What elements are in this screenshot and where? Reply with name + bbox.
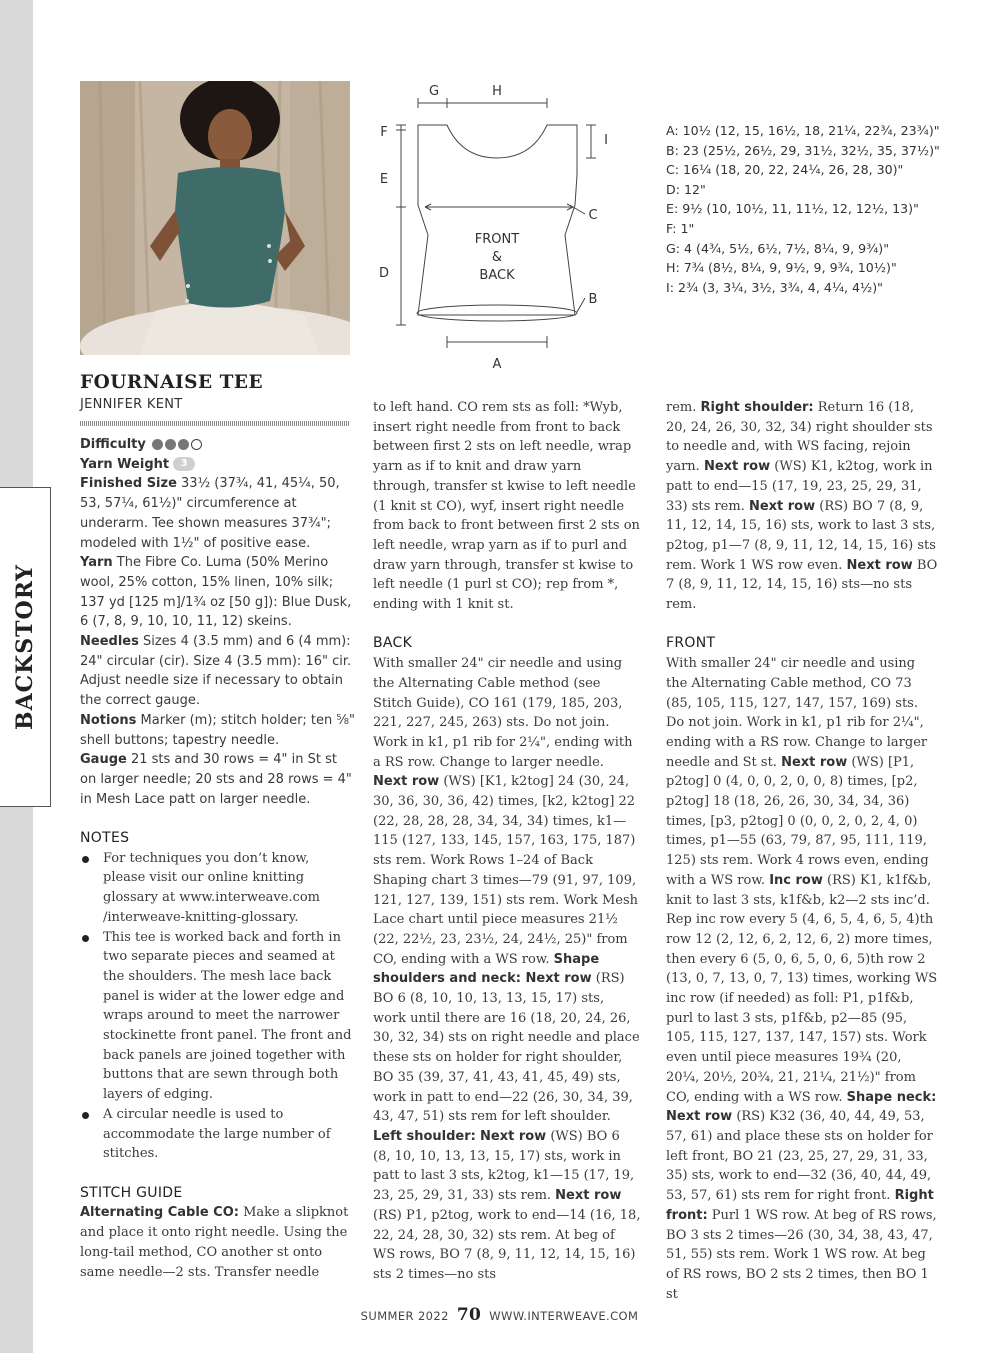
notions-info: Notions Marker (m); stitch holder; ten ⅝" shell buttons; tapestry needle. [80,712,355,748]
front-heading: FRONT [666,635,716,652]
difficulty-line: Difficulty [80,435,355,455]
yarn-weight-line: Yarn Weight 3 [80,455,355,475]
schematic-label-b: B [588,292,598,307]
schematic-center-back: BACK [479,268,515,283]
measurement-b: B: 23 (25½, 26½, 29, 31½, 32½, 35, 37½)" [666,142,940,158]
section-tab-label: BACKSTORY [12,563,38,731]
measurement-e: E: 9½ (10, 10½, 11, 11½, 12, 12½, 13)" [666,201,919,217]
notes-heading: NOTES [80,830,130,847]
difficulty-dot-empty [191,439,202,450]
needles-info: Needles Sizes 4 (3.5 mm) and 6 (4 mm): 24" circular (cir). Size 4 (3.5 mm): 16" cir. Adjust needle size if necessary to obtain the correct gauge. [80,634,352,709]
list-item: This tee is worked back and forth in two separate pieces and seamed at the shoulders. The mesh lace back panel is wider at the lower edge and wraps around to meet the narrower stockinette front panel. The front and back panels are joined together with buttons that are sewn through both layers of edging. [80,928,355,1105]
stitch-guide-continued: to left hand. CO rem sts as foll: *Wyb, insert right needle from front to back between first 2 sts on left needle, wrap yarn as if to knit and draw yarn through, transfer st kwise to left needle (1 knit st CO), wyf, insert right needle from back to front between first 2 sts on left needle, wrap yarn as if to purl and draw yarn through, transfer st kwise to left needle (1 purl st CO); rep from *, ending with 1 knit st. [373,400,640,613]
schematic-center-amp: & [491,250,503,265]
finished-size: Finished Size 33½ (37¾, 41, 45¼, 50, 53, 57¼, 61½)" circumference at underarm. Tee shown measures 37¾"; modeled with 1½" of positive ease. [80,476,340,551]
model-photo-illustration [80,81,350,355]
measurement-g: G: 4 (4¾, 5½, 6½, 7½, 8¼, 9, 9¾)" [666,240,890,256]
pattern-title: FOURNAISE TEE [80,372,264,393]
bullet-icon [82,935,89,942]
measurement-c: C: 16¼ (18, 20, 22, 24¼, 26, 28, 30)" [666,162,904,178]
model-photo [80,81,350,355]
schematic-label-e: E [379,172,389,187]
column-3 [666,398,938,1304]
back-heading: BACK [373,635,413,652]
difficulty-dot-filled [152,439,163,450]
measurement-h: H: 7¾ (8½, 8¼, 9, 9½, 9, 9¾, 10½)" [666,260,897,276]
front-instructions: With smaller 24" cir needle and using the Alternating Cable method, CO 73 (85, 105, 115, 127, 147, 157, 169) sts. Do not join. Work in k1, p1 rib for 2¼", ending with a RS row. Change to larger needle and St st. Next row (WS) [P1, p2tog] 0 (4, 0, 0, 2, 0, 0, 8) times, [p2, p2tog] 18 (18, 26, 26, 30, 34, 34, 36) times, [p3, p2tog] 0 (0, 0, 2, 0, 2, 4, 0) times, p1—55 (63, 79, 87, 95, 111, 119, 125) sts rem. Work 4 rows even, ending with a WS row. Inc row (RS) K1, k1f&b, knit to last 3 sts, k1f&b, k2—2 sts inc’d. Rep inc row every 5 (4, 6, 5, 4, 6, 5, 4)th row 12 (2, 12, 6, 2, 12, 6, 2) more times, then every 6 (5, 0, 6, 5, 0, 6, 5)th row 2 (13, 0, 7, 13, 0, 7, 13) times, working WS inc row (if needed) as foll: P1, p1f&b, purl to last 3 sts, p1f&b, p2—85 (95, 105, 115, 127, 137, 147, 157) sts. Work even until piece measures 19¾ (20, 20¼, 20½, 20¾, 21, 21¼, 21½)" from CO, ending with a WS row. Shape neck: Next row (RS) K32 (36, 40, 44, 49, 53, 57, 61) and place these sts on holder for left front, BO 21 (23, 25, 27, 29, 31, 33, 35) sts, work to end—32 (36, 40, 44, 49, 53, 57, 61) sts rem for right front. Right front: Purl 1 WS row. At beg of RS rows, BO 3 sts 2 times—26 (30, 34, 38, 43, 47, 51, 55) sts rem. Work 1 WS row. At beg of RS rows, BO 2 sts 2 times, then BO 1 st [666,656,938,1302]
pattern-author: JENNIFER KENT [80,397,183,412]
dotted-divider [80,421,349,426]
footer-issue: SUMMER 2022 [360,1309,449,1323]
measurement-i: I: 2¾ (3, 3¼, 3½, 3¾, 4, 4¼, 4½)" [666,279,883,295]
yarn-weight-icon: 3 [173,457,195,471]
garment-schematic [370,80,632,375]
back-instructions: With smaller 24" cir needle and using the Alternating Cable method (see Stitch Guide), CO 161 (179, 185, 203, 221, 227, 245, 263) sts. Do not join. Work in k1, p1 rib for 2¼", ending with a RS row. Change to larger needle. Next row (WS) [K1, k2tog] 24 (30, 24, 30, 36, 30, 36, 42) times, [k2, k2tog] 22 (22, 28, 28, 28, 34, 34, 34) times, k1—115 (127, 133, 145, 157, 163, 175, 187) sts rem. Work Rows 1–24 of Back Shaping chart 3 times—79 (91, 97, 109, 121, 127, 139, 151) sts rem. Work Mesh Lace chart until piece measures 21½ (22, 22½, 23, 23½, 24, 24½, 25)" from CO, ending with a WS row. Shape shoulders and neck: Next row (RS) BO 6 (8, 10, 10, 13, 13, 15, 17) sts, work until there are 16 (18, 20, 24, 26, 30, 32, 34) sts on right needle and place these sts on holder for right shoulder, BO 35 (39, 37, 41, 43, 41, 45, 49) sts, work in patt to end—22 (26, 30, 34, 39, 43, 47, 51) sts rem for left shoulder. Left shoulder: Next row (WS) BO 6 (8, 10, 10, 13, 13, 15, 17) sts, work in patt to last 3 sts, k2tog, k1—15 (17, 19, 23, 25, 29, 31, 33) sts rem. Next row (RS) P1, p2tog, work to end—14 (16, 18, 22, 24, 28, 30, 32) sts rem. At beg of WS rows, BO 7 (8, 9, 11, 12, 14, 15, 16) sts 2 times—no sts [373,656,641,1282]
page-footer [0,1305,999,1325]
section-tab [0,487,51,807]
schematic-label-f: F [380,125,388,140]
list-item: A circular needle is used to accommodate the large number of stitches. [80,1105,355,1164]
schematic-label-c: C [588,208,598,223]
difficulty-dot-filled [165,439,176,450]
measurement-a: A: 10½ (12, 15, 16½, 18, 21¼, 22¾, 23¾)" [666,123,940,138]
list-item: For techniques you don’t know, please visit our online knitting glossary at www.interweave.com /interweave-knitting-glossary. [80,849,355,928]
yarn-info: Yarn The Fibre Co. Luma (50% Merino wool, 25% cotton, 15% linen, 10% silk; 137 yd [125 m]/1¾ oz [50 g]): Blue Dusk, 6 (7, 8, 9, 10, 10, 11, 12) skeins. [80,555,352,630]
back-continued: rem. Right shoulder: Return 16 (18, 20, 24, 26, 30, 32, 34) right shoulder sts to needle and, with WS facing, rejoin yarn. Next row (WS) K1, k2tog, work in patt to end—15 (17, 19, 23, 25, 29, 31, 33) sts rem. Next row (RS) BO 7 (8, 9, 11, 12, 14, 15, 16) sts, work to last 3 sts, p2tog, p1—7 (8, 9, 11, 12, 14, 15, 16) sts rem. Work 1 WS row even. Next row BO 7 (8, 9, 11, 12, 14, 15, 16) sts—no sts rem. [666,400,938,613]
notes-list [80,849,355,1164]
schematic-drawing [370,80,632,375]
page-number: 70 [456,1305,482,1325]
schematic-label-i: I [604,133,608,148]
stitch-guide-heading: STITCH GUIDE [80,1184,183,1201]
measurement-list [666,121,986,297]
measurement-f: F: 1" [666,220,695,236]
schematic-label-g: G [428,84,440,99]
schematic-label-a: A [492,357,502,372]
schematic-label-h: H [492,84,502,99]
stitch-guide-text: Alternating Cable CO: Make a slipknot and place it onto right needle. Using the long-tail method, CO another st onto same needle—2 sts. Transfer needle [80,1205,349,1280]
bullet-icon [82,856,89,863]
bullet-icon [82,1112,89,1119]
column-1 [80,435,355,1282]
schematic-label-d: D [378,266,390,281]
gauge-info: Gauge 21 sts and 30 rows = 4" in St st on larger needle; 20 sts and 28 rows = 4" in Mesh Lace patt on larger needle. [80,752,352,807]
difficulty-circles [150,437,202,452]
difficulty-dot-filled [178,439,189,450]
schematic-center-front: FRONT [474,232,520,247]
measurement-d: D: 12" [666,181,706,197]
footer-site: WWW.INTERWEAVE.COM [489,1309,639,1323]
column-2 [373,398,641,1285]
